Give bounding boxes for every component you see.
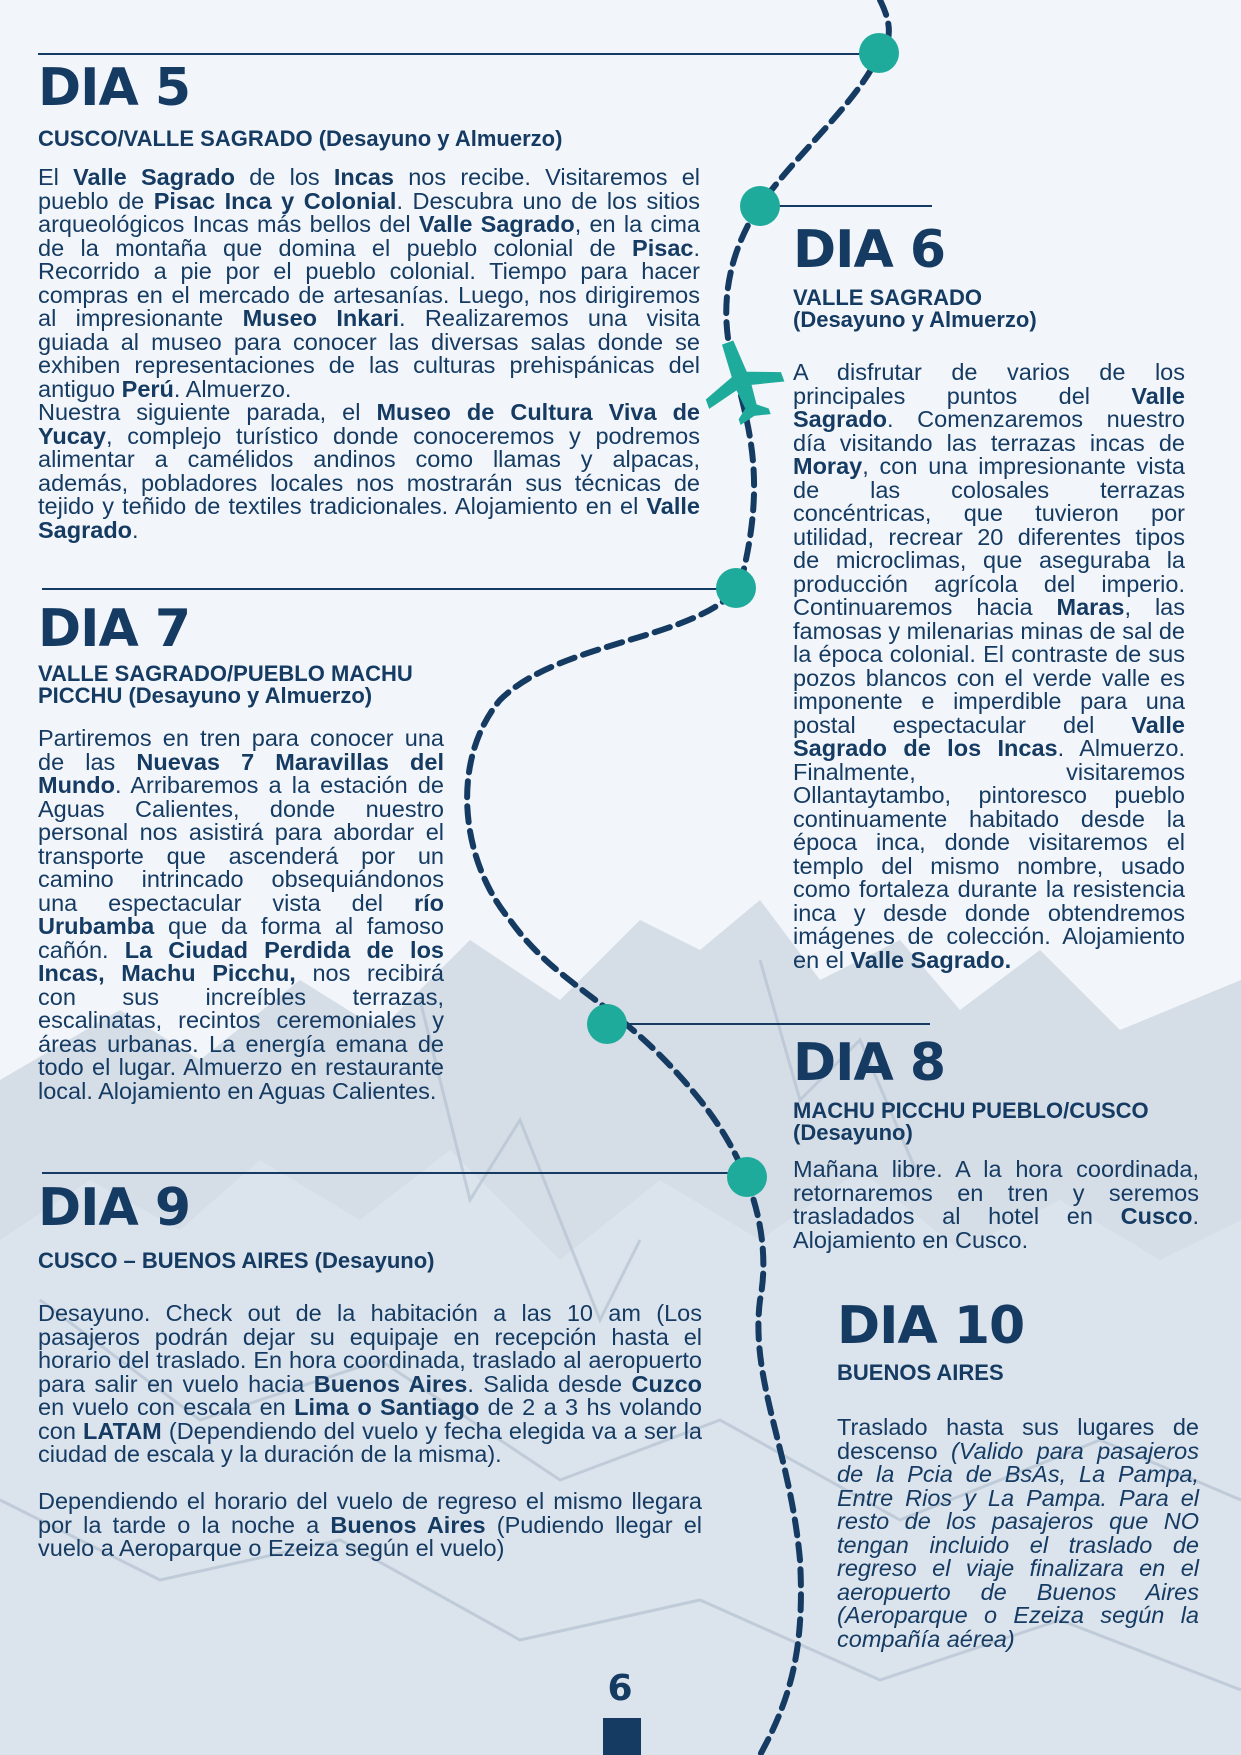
separator-line-dia9: [42, 1172, 746, 1174]
airplane-icon: [690, 329, 793, 433]
waypoint-dot-dia8: [587, 1004, 627, 1044]
day-subtitle: CUSCO – BUENOS AIRES (Desayuno): [38, 1248, 435, 1273]
day-description: A disfrutar de varios de los principales puntos del Valle Sagrado. Comenzaremos nuestro día visitando las terrazas incas de Moray, con una impresionante vista de las colosales terrazas concéntricas, que tuvieron por utilidad, recrear 20 diferentes tipos de microclimas, que aseguraba la producción agrícola del imperio. Continuaremos hacia Maras, las famosas y milenarias minas de sal de la época colonial. El contraste de sus pozos blancos con el verde valle es imponente e imperdible para una postal espectacular del Valle Sagrado de los Incas. Almuerzo. Finalmente, visitaremos Ollantaytambo, pintoresco pueblo continuamente habitado desde la época inca, donde visitaremos el templo del mismo nombre, usado como fortaleza durante la resistencia inca y desde donde obtendremos imágenes de colección. Alojamiento en el Valle Sagrado.: [793, 359, 1185, 973]
day-description: Traslado hasta sus lugares de descenso (Valido para pasajeros de la Pcia de BsAs, La Pampa, Entre Rios y La Pampa. Para el resto de los pasajeros que NO tengan incluido el traslado de regreso el viaje finalizara en el aeropuerto de Buenos Aires (Aeroparque o Ezeiza según la compañía aérea): [837, 1414, 1199, 1652]
day-subtitle: MACHU PICCHU PUEBLO/CUSCO (Desayuno): [793, 1098, 1149, 1145]
day-subtitle: VALLE SAGRADO/PUEBLO MACHU PICCHU (Desayuno y Almuerzo): [38, 661, 413, 708]
separator-line-dia6: [778, 205, 932, 207]
waypoint-dot-dia9: [727, 1157, 767, 1197]
day-subtitle: BUENOS AIRES: [837, 1360, 1004, 1385]
separator-line-dia5: [38, 53, 876, 55]
page-number-tab: [603, 1718, 641, 1755]
day-subtitle: VALLE SAGRADO (Desayuno y Almuerzo): [793, 285, 1037, 332]
waypoint-dot-dia7: [716, 568, 756, 608]
day-section-dia8: [793, 1033, 1199, 1253]
day-description: El Valle Sagrado de los Incas nos recibe. Visitaremos el pueblo de Pisac Inca y Colonial. Descubra uno de los sitios arqueológicos Incas más bellos del Valle Sagrado, en la cima de la montaña que domina el pueblo colonial de Pisac. Recorrido a pie por el pueblo colonial. Tiempo para hacer compras en el mercado de artesanías. Luego, nos dirigiremos al impresionante Museo Inkari. Realizaremos una visita guiada al museo para conocer las diversas salas donde se exhiben representaciones de las culturas prehispánicas del antiguo Perú. Almuerzo. Nuestra siguiente parada, el Museo de Cultura Viva de Yucay, complejo turístico donde conoceremos y podremos alimentar a camélidos andinos como llamas y alpacas, además, pobladores locales nos mostrarán sus técnicas de tejido y teñido de textiles tradicionales. Alojamiento en el Valle Sagrado.: [38, 164, 700, 543]
day-section-dia5: [38, 58, 700, 543]
day-section-dia7: [38, 599, 444, 1104]
day-title: DIA 10: [837, 1296, 1025, 1356]
day-description: Desayuno. Check out de la habitación a las 10 am (Los pasajeros podrán dejar su equipaje en recepción hasta el horario del traslado. En hora coordinada, traslado al aeropuerto para salir en vuelo hacia Buenos Aires. Salida desde Cuzco en vuelo con escala en Lima o Santiago de 2 a 3 hs volando con LATAM (Dependiendo del vuelo y fecha elegida va a ser la ciudad de escala y la duración de la misma). Dependiendo el horario del vuelo de regreso el mismo llegara por la tarde o la noche a Buenos Aires (Pudiendo llegar el vuelo a Aeroparque o Ezeiza según el vuelo): [38, 1300, 703, 1561]
day-subtitle: CUSCO/VALLE SAGRADO (Desayuno y Almuerzo): [38, 126, 563, 151]
separator-line-dia7: [42, 588, 736, 590]
day-title: DIA 5: [38, 58, 191, 118]
day-section-dia9: [38, 1178, 703, 1561]
day-title: DIA 9: [38, 1178, 191, 1238]
separator-line-dia8: [626, 1023, 930, 1025]
waypoint-dot-dia5: [859, 33, 899, 73]
day-section-dia10: [837, 1296, 1199, 1652]
day-title: DIA 7: [38, 599, 191, 659]
day-section-dia6: [793, 220, 1185, 973]
waypoint-dot-dia6: [740, 186, 780, 226]
page-number: 6: [607, 1668, 633, 1709]
day-title: DIA 8: [793, 1033, 946, 1093]
day-description: Partiremos en tren para conocer una de las Nuevas 7 Maravillas del Mundo. Arribaremos a la estación de Aguas Calientes, donde nuestro personal nos asistirá para abordar el transporte que ascenderá por un camino intrincado obsequiándonos una espectacular vista del río Urubamba que da forma al famoso cañón. La Ciudad Perdida de los Incas, Machu Picchu, nos recibirá con sus increíbles terrazas, escalinatas, recintos ceremoniales y áreas urbanas. La energía emana de todo el lugar. Almuerzo en restaurante local. Alojamiento en Aguas Calientes.: [38, 725, 444, 1104]
day-description: Mañana libre. A la hora coordinada, retornaremos en tren y seremos trasladados al hotel en Cusco. Alojamiento en Cusco.: [793, 1156, 1199, 1253]
day-title: DIA 6: [793, 220, 946, 280]
